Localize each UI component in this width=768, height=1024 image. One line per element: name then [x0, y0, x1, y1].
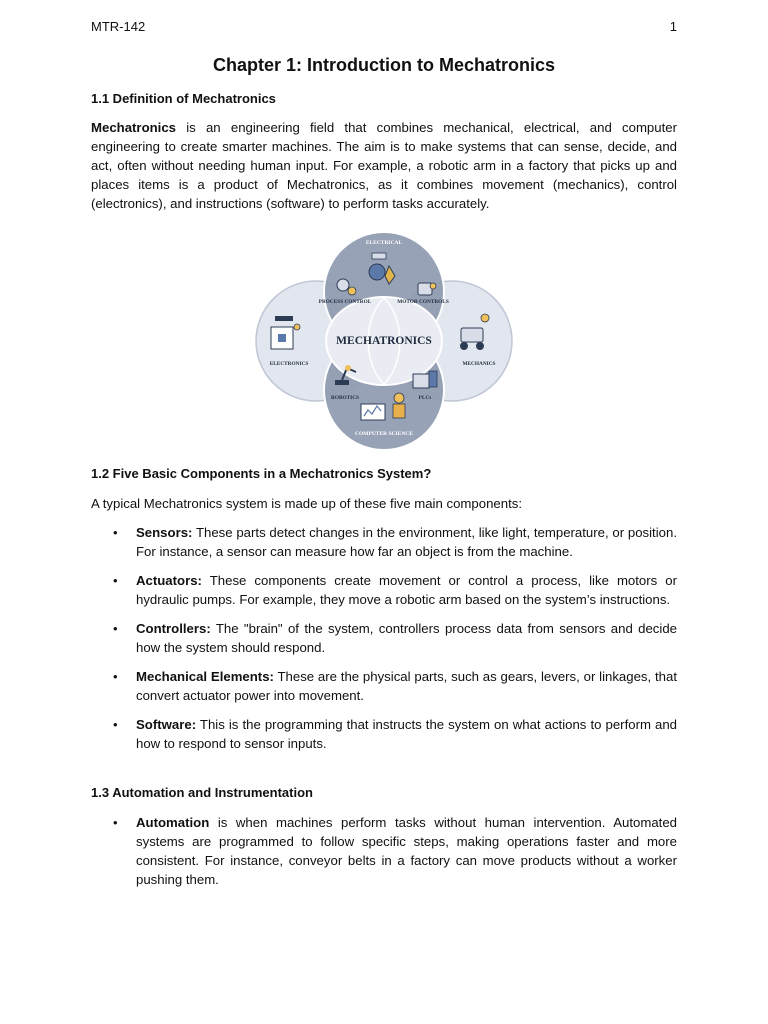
label-electronics: ELECTRONICS [269, 361, 309, 367]
automation-list [91, 813, 677, 889]
list-item-term: Automation [136, 815, 210, 830]
section-1-heading: 1.1 Definition of Mechatronics [91, 91, 276, 106]
label-process-control: PROCESS CONTROL [318, 299, 372, 305]
label-computer-science: COMPUTER SCIENCE [355, 431, 413, 437]
list-item [91, 523, 677, 561]
list-item [91, 619, 677, 657]
label-mechanics: MECHANICS [462, 361, 496, 367]
label-motor-controls: MOTOR CONTROLS [397, 299, 449, 305]
mechatronics-venn-diagram [253, 228, 515, 452]
list-item-term: Actuators: [136, 573, 202, 588]
label-plcs: PLCs [418, 395, 432, 401]
components-list [91, 523, 677, 753]
section-2-intro: A typical Mechatronics system is made up of these five main components: [91, 496, 522, 511]
list-item-term: Mechanical Elements: [136, 669, 274, 684]
list-item [91, 667, 677, 705]
term-mechatronics: Mechatronics [91, 120, 177, 135]
section-3-heading: 1.3 Automation and Instrumentation [91, 785, 313, 800]
header-course-code: MTR-142 [91, 19, 146, 34]
list-item-text: These components create movement or control a process, like motors or hydraulic pumps. For example, they move a robotic arm based on the system’s instructions. [136, 573, 677, 607]
list-item-text: is when machines perform tasks without human intervention. Automated systems are programmed to follow specific steps, making operations faster and more consistent. For instance, conveyor belts in a factory can move products without a worker pushing them. [136, 815, 677, 887]
list-item-term: Controllers: [136, 621, 211, 636]
section-1-body: is an engineering field that combines mechanical, electrical, and computer engineering to create smarter machines. The aim is to make systems that can sense, decide, and act, often without needing human input. For example, a robotic arm in a factory that picks up and places items is a product of Mechatronics, as it combines movement (mechanics), control (electronics), and instructions (software) to perform tasks accurately. [91, 120, 677, 211]
header-page-number: 1 [669, 19, 677, 34]
list-item-text: The "brain" of the system, controllers process data from sensors and decide how the system should respond. [136, 621, 677, 655]
list-item-text: This is the programming that instructs the system on what actions to perform and how to respond to sensor inputs. [136, 717, 677, 751]
section-1-paragraph [91, 118, 677, 213]
label-electrical: ELECTRICAL [365, 240, 403, 246]
list-item [91, 715, 677, 753]
plcs-icon [413, 371, 437, 388]
list-item [91, 571, 677, 609]
list-item-text: These are the physical parts, such as gears, levers, or linkages, that convert actuator power into movement. [136, 669, 677, 703]
section-2-heading: 1.2 Five Basic Components in a Mechatronics System? [91, 466, 432, 481]
list-item-term: Sensors: [136, 525, 193, 540]
label-mechatronics-center: MECHATRONICS [336, 335, 432, 347]
label-robotics: ROBOTICS [331, 395, 359, 401]
list-item [91, 813, 677, 889]
chapter-title: Chapter 1: Introduction to Mechatronics [212, 55, 556, 75]
list-item-term: Software: [136, 717, 197, 732]
list-item-text: These parts detect changes in the environment, like light, temperature, or position. For instance, a sensor can measure how far an object is from the machine. [136, 525, 677, 559]
